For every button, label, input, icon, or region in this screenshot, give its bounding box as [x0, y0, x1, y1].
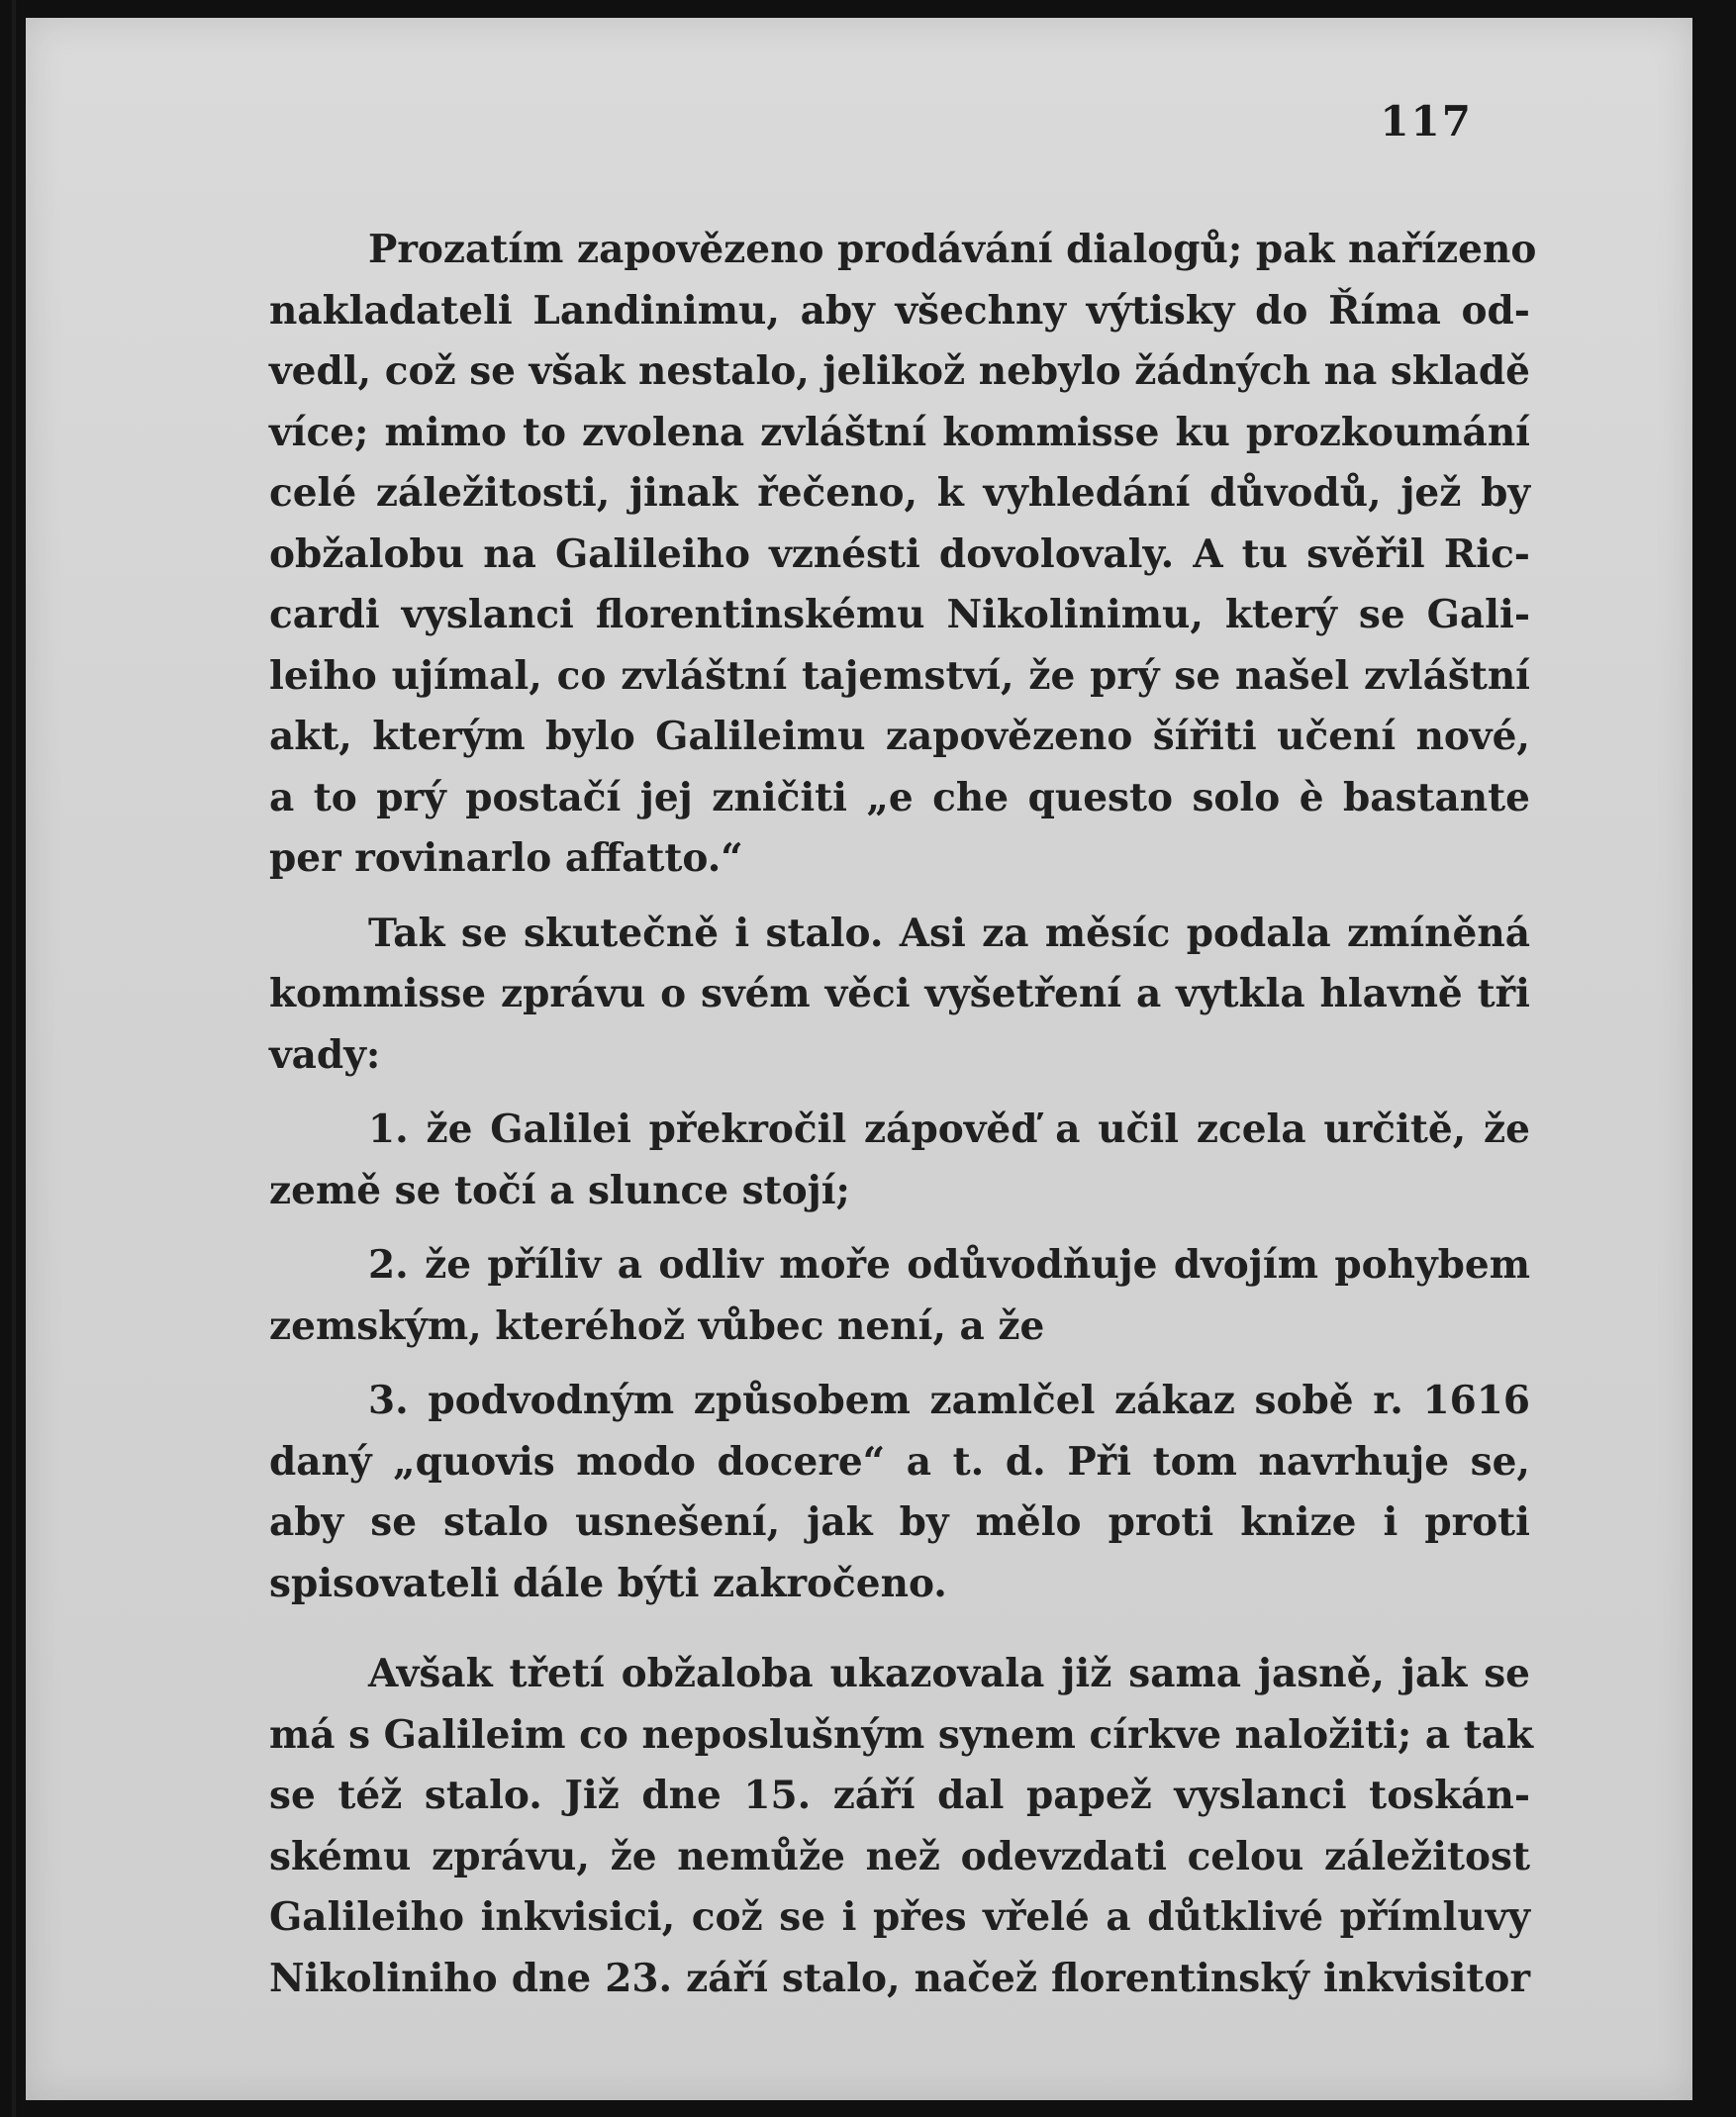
text-line: země se točí a slunce stojí;: [269, 1167, 850, 1213]
text-line: má s Galileim co neposlušným synem církve naložiti; a tak: [269, 1711, 1534, 1758]
text-line: skému zprávu, že nemůže než odevzdati celou záležitost: [269, 1833, 1530, 1879]
list-item-3: 3. podvodným způsobem zamlčel zákaz sobě r. 1616: [368, 1378, 1530, 1423]
page-number: 117: [1380, 97, 1473, 145]
text-line: Nikoliniho dne 23. září stalo, načež florentinský inkvisitor: [269, 1955, 1530, 2001]
text-line: Prozatím zapovězeno prodávání dialogů; pak nařízeno: [368, 227, 1537, 272]
text-line: kommisse zprávu o svém věci vyšetření a vytkla hlavně tři: [269, 971, 1530, 1016]
text-line: a to prý postačí jej zničiti „e che questo solo è bastante: [269, 774, 1530, 820]
text-line: celé záležitosti, jinak řečeno, k vyhledání důvodů, jež by: [269, 470, 1530, 516]
text-line: spisovateli dále býti zakročeno.: [269, 1560, 947, 1606]
text-line: per rovinarlo affatto.“: [269, 835, 743, 881]
text-line: nakladateli Landinimu, aby všechny výtisky do Říma od-: [269, 287, 1530, 334]
text-line: více; mimo to zvolena zvláštní kommisse ku prozkoumání: [269, 409, 1530, 455]
text-line: daný „quovis modo docere“ a t. d. Při tom navrhuje se,: [269, 1438, 1530, 1485]
text-line: se též stalo. Již dne 15. září dal papež vyslanci toskán-: [269, 1773, 1530, 1818]
page-edge-left: [12, 0, 16, 2117]
text-line: cardi vyslanci florentinskému Nikolinimu, který se Gali-: [269, 592, 1530, 637]
text-line: Tak se skutečně i stalo. Asi za měsíc podala zmíněná: [368, 910, 1530, 956]
text-line: vedl, což se však nestalo, jelikož nebylo žádných na skladě: [269, 348, 1530, 394]
list-item-2: 2. že příliv a odliv moře odůvodňuje dvojím pohybem: [368, 1242, 1530, 1288]
text-line: zemským, kteréhož vůbec není, a že: [269, 1302, 1045, 1349]
list-item-1: 1. že Galilei překročil zápověď a učil zcela určitě, že: [368, 1107, 1530, 1152]
body-text: [269, 220, 1537, 2009]
text-line: akt, kterým bylo Galileimu zapovězeno šířiti učení nové,: [269, 714, 1530, 759]
text-line: leiho ujímal, co zvláštní tajemství, že prý se našel zvláštní: [269, 652, 1530, 699]
text-line: aby se stalo usnešení, jak by mělo proti knize i proti: [269, 1499, 1530, 1545]
text-line: Galileiho inkvisici, což se i přes vřelé a důtklivé přímluvy: [269, 1894, 1530, 1940]
text-line: obžalobu na Galileiho vznésti dovolovaly. A tu svěřil Ric-: [269, 530, 1530, 577]
text-line: vady:: [269, 1031, 381, 1078]
text-line: Avšak třetí obžaloba ukazovala již sama jasně, jak se: [368, 1651, 1530, 1696]
